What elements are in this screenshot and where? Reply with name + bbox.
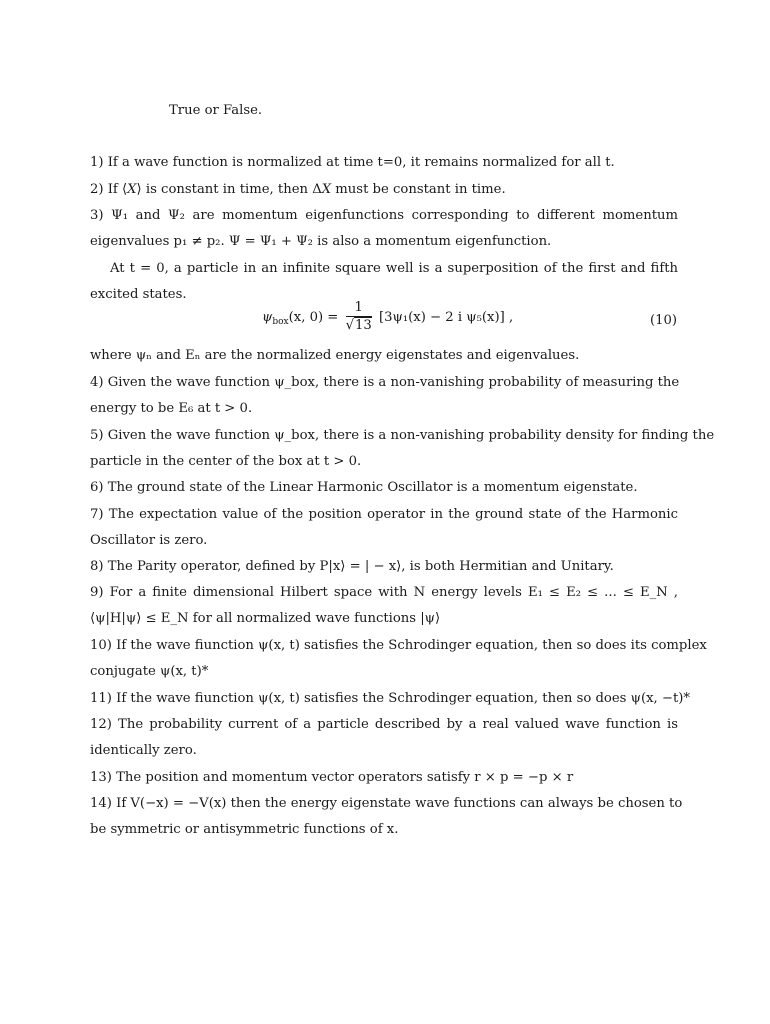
question-6: 6) The ground state of the Linear Harmonic Oscillator is a momentum eigenstate. [90,480,638,495]
question-14-line-1: 14) If V(−x) = −V(x) then the energy eigenstate wave functions can always be chosen to [90,796,683,811]
question-9-line-2: ⟨ψ|H|ψ⟩ ≤ E_N for all normalized wave functions |ψ⟩ [90,611,441,626]
equation-10: $\psi_{box}(x$, 0) = $\frac{1}{√13}$ [3ψ₁(x) − 2 i ψ₅(x)] , [262,300,514,333]
question-14-line-2: be symmetric or antisymmetric functions of x. [90,822,399,837]
question-2: 2) If ⟨X⟩ is constant in time, then ΔX must be constant in time. [90,182,506,197]
question-12-line-1: 12) The probability current of a particle described by a real valued wave function is [90,717,678,732]
question-13: 13) The position and momentum vector operators satisfy r × p = −p × r [90,770,574,785]
question-10-line-1: 10) If the wave fiunction ψ(x, t) satisfies the Schrodinger equation, then so does its complex [90,638,707,653]
question-10-line-2: conjugate ψ(x, t)* [90,664,209,679]
question-1: 1) If a wave function is normalized at time t=0, it remains normalized for all t. [90,155,615,170]
question-5-line-1: 5) Given the wave function ψ_box, there is a non-vanishing probability density for finding the [90,428,715,443]
where-line: where ψₙ and Eₙ are the normalized energy eigenstates and eigenvalues. [90,348,580,363]
heading: True or False. [169,103,263,118]
question-12-line-2: identically zero. [90,743,197,758]
equation-fraction: $\frac{1}{√13}$ [345,300,372,333]
question-9-line-1: 9) For a finite dimensional Hilbert space with N energy levels E₁ ≤ E₂ ≤ ... ≤ E_N , [90,585,678,600]
question-7-line-2: Oscillator is zero. [90,533,208,548]
question-4-line-2: energy to be E₆ at t > 0. [90,401,253,416]
question-11: 11) If the wave fiunction ψ(x, t) satisfies the Schrodinger equation, then so does ψ(x, −t)* [90,691,691,706]
question-7-line-1: 7) The expectation value of the position operator in the ground state of the Harmonic [90,507,678,522]
question-3-line-1: 3) Ψ₁ and Ψ₂ are momentum eigenfunctions corresponding to different momentum [90,208,678,223]
intro-line-1: At t = 0, a particle in an infinite square well is a superposition of the first and fifth [110,261,678,276]
question-5-line-2: particle in the center of the box at t > 0. [90,454,362,469]
intro-line-2: excited states. [90,287,187,302]
equation-number: (10) [650,313,678,328]
question-4-line-1: 4) Given the wave function ψ_box, there is a non-vanishing probability of measuring the [90,375,680,390]
question-3-line-2: eigenvalues p₁ ≠ p₂. Ψ = Ψ₁ + Ψ₂ is also a momentum eigenfunction. [90,234,552,249]
question-8: 8) The Parity operator, defined by P|x⟩ = | − x⟩, is both Hermitian and Unitary. [90,559,614,574]
